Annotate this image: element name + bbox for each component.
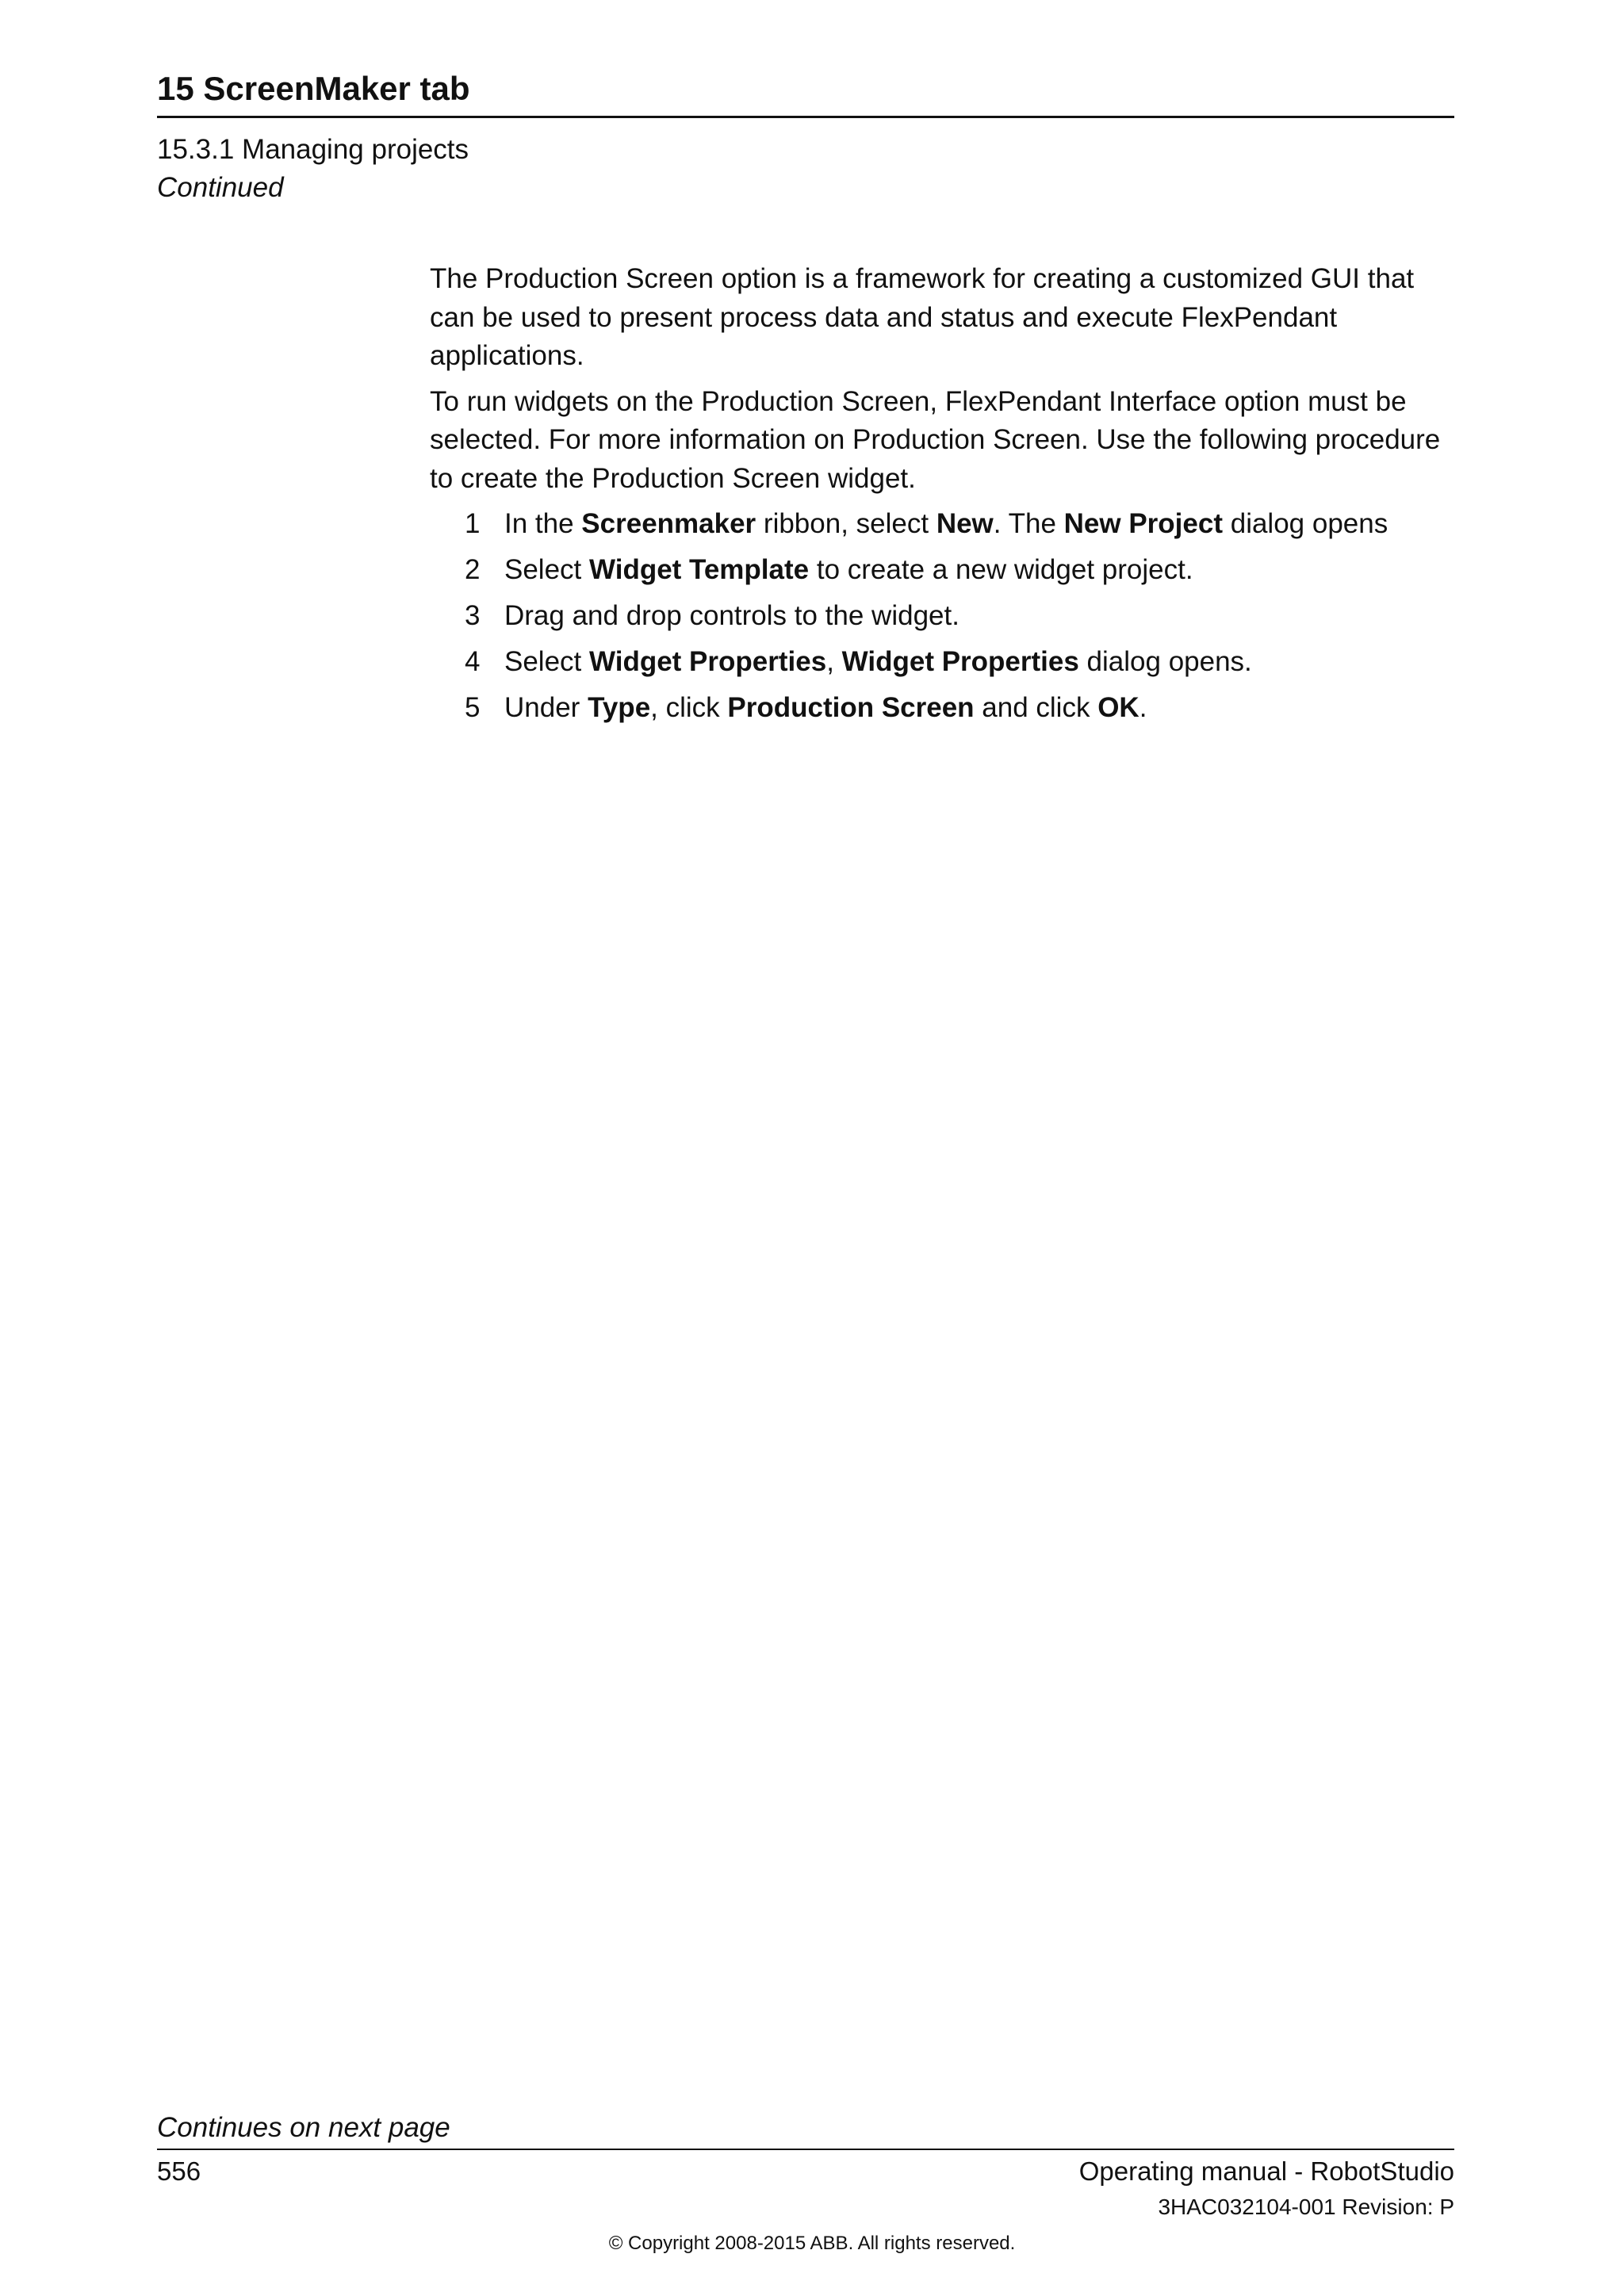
step-number: 2 <box>465 554 481 585</box>
step-bold: Production Screen <box>727 692 975 723</box>
step-3 <box>430 597 1461 636</box>
step-number: 4 <box>465 646 481 677</box>
page-footer <box>157 2109 1454 2225</box>
document-id: 3HAC032104-001 Revision: P <box>1158 2195 1454 2219</box>
step-text: Select <box>504 554 589 585</box>
step-text: Drag and drop controls to the widget. <box>504 600 959 631</box>
step-bold: OK <box>1097 692 1139 723</box>
step-text: . The <box>993 508 1064 539</box>
footer-row <box>157 2153 1454 2190</box>
step-text: , <box>826 646 842 677</box>
copyright-notice: © Copyright 2008-2015 ABB. All rights reserved. <box>608 2233 1016 2254</box>
section-title: 15.3.1 Managing projects <box>157 134 469 165</box>
step-bold: Widget Template <box>589 554 810 585</box>
paragraph-intro: The Production Screen option is a framework for creating a customized GUI that can be used to present process data and status and execute FlexPendant applications. <box>430 263 1415 371</box>
body-content <box>430 260 1461 735</box>
step-bold: New <box>936 508 994 539</box>
manual-title: Operating manual - RobotStudio <box>1078 2156 1454 2186</box>
step-5 <box>430 689 1461 728</box>
step-text: In the <box>504 508 582 539</box>
step-bold: Screenmaker <box>581 508 756 539</box>
step-text: to create a new widget project. <box>809 554 1193 585</box>
step-text: , click <box>650 692 728 723</box>
step-bold: Type <box>588 692 651 723</box>
step-number: 5 <box>465 692 481 723</box>
step-text: dialog opens <box>1223 508 1388 539</box>
step-number: 3 <box>465 600 481 631</box>
continues-next-page: Continues on next page <box>157 2109 1454 2150</box>
continued-label: Continued <box>157 172 284 203</box>
page-header <box>157 65 1454 207</box>
step-text: ribbon, select <box>756 508 936 539</box>
step-text: and click <box>974 692 1098 723</box>
step-2 <box>430 551 1461 590</box>
step-text: . <box>1139 692 1147 723</box>
step-text: Under <box>504 692 588 723</box>
step-bold: Widget Properties <box>841 646 1079 677</box>
step-1 <box>430 505 1461 544</box>
step-bold: New Project <box>1063 508 1223 539</box>
chapter-title: 15 ScreenMaker tab <box>157 65 1454 118</box>
step-4 <box>430 643 1461 682</box>
step-number: 1 <box>465 508 481 539</box>
step-text: dialog opens. <box>1078 646 1252 677</box>
procedure-steps <box>430 505 1461 728</box>
paragraph-requirements: To run widgets on the Production Screen, FlexPendant Interface option must be selected. For more information on Production Screen. Use the following procedure to create the Production Screen widget. <box>430 385 1441 494</box>
step-bold: Widget Properties <box>589 646 827 677</box>
page-number: 556 <box>157 2156 201 2186</box>
step-text: Select <box>504 646 589 677</box>
